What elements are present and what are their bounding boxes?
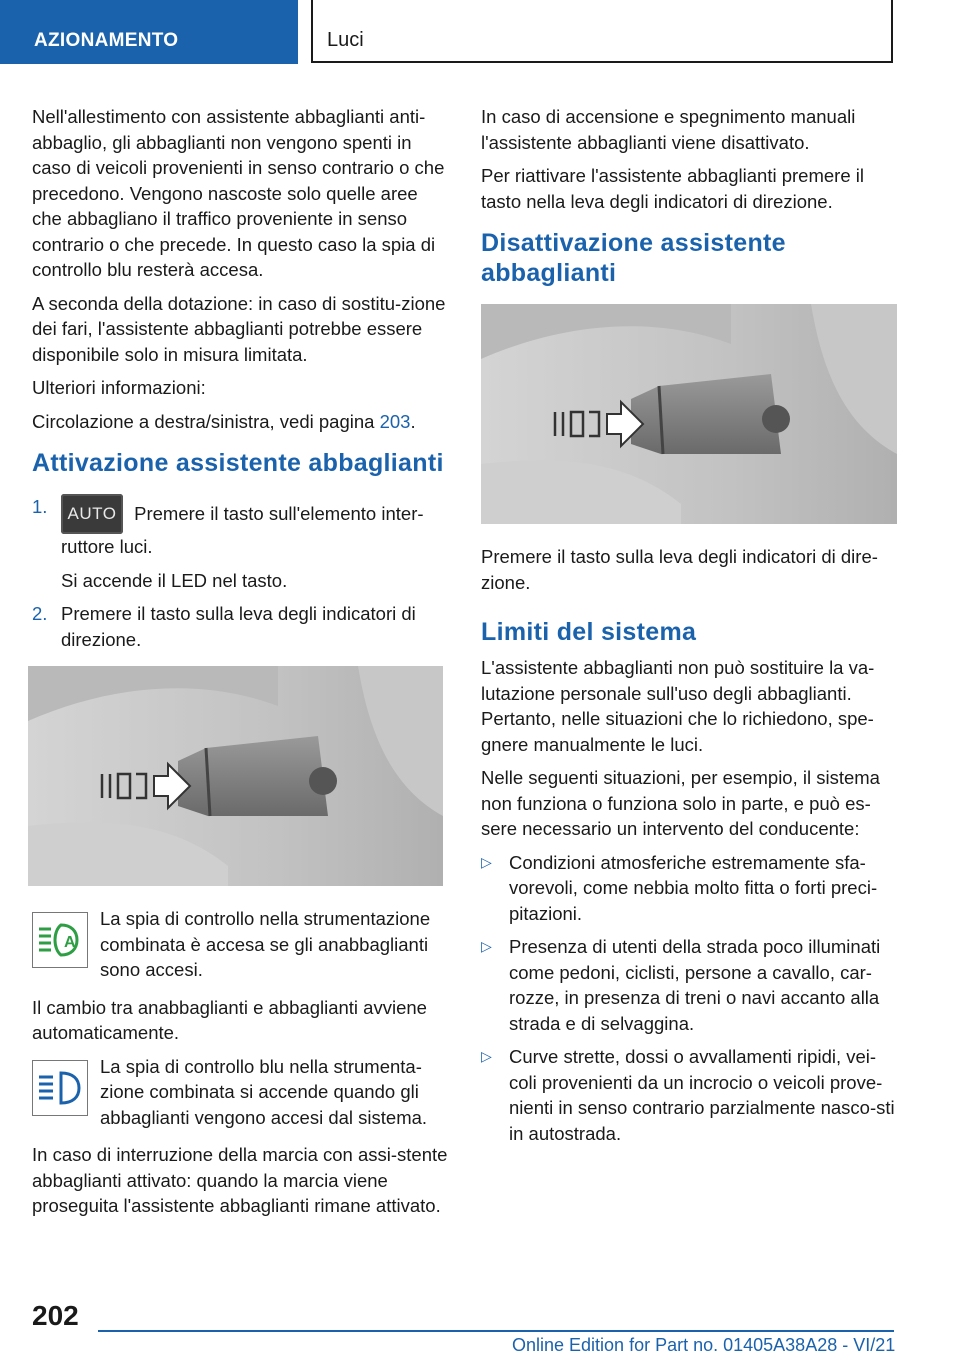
limits-paragraph: L'assistente abbaglianti non può sostituire la va-lutazione personale sull'uso degli abbaglianti. Pertanto, nelle situazioni che lo richiedono, spe-gnere manualmente le luci. <box>481 657 875 755</box>
triangle-bullet-icon: ▷ <box>481 1048 492 1064</box>
list-item <box>481 934 897 1036</box>
blue-high-beam-icon <box>32 1060 88 1116</box>
turn-signal-lever-photo <box>481 304 897 524</box>
system-limits-heading: Limiti del sistema <box>481 618 697 646</box>
deactivation-paragraph: Premere il tasto sulla leva degli indicatori di dire-zione. <box>481 546 878 593</box>
step-1 <box>32 494 450 560</box>
cross-reference-end: . <box>410 410 416 432</box>
chapter-title: Luci <box>327 29 364 51</box>
right-column <box>481 104 897 1154</box>
headlight-paragraph: A seconda della dotazione: in caso di sostitu-zione dei fari, l'assistente abbaglianti potrebbe essere disponibile solo in misura limitata. <box>32 292 446 365</box>
footer-divider <box>98 1330 894 1332</box>
reactivate-paragraph: Per riattivare l'assistente abbaglianti premere il tasto nella leva degli indicatori di direzione. <box>481 165 864 212</box>
section-title: AZIONAMENTO <box>34 30 179 51</box>
auto-switch-paragraph: Il cambio tra anabbaglianti e abbaglianti avviene automaticamente. <box>32 996 427 1043</box>
intro-paragraph: Nell'allestimento con assistente abbaglianti anti-abbaglio, gli abbaglianti non vengono spenti in caso di veicoli provenienti in senso contrario o che precedono. Vengono nascoste solo quelle aree che abbagliano il traffico proveniente in senso contrario o che precede. In questo caso la spia di controllo blu resterà accesa. <box>32 106 445 280</box>
activation-heading: Attivazione assistente abbaglianti <box>32 449 444 477</box>
page-link[interactable]: 203 <box>379 410 411 432</box>
interruption-paragraph: In caso di interruzione della marcia con assi-stente abbaglianti attivato: quando la marcia viene proseguita l'assistente abbaglianti rimane attivato. <box>32 1144 448 1216</box>
triangle-bullet-icon: ▷ <box>481 938 492 954</box>
list-item-text: Presenza di utenti della strada poco illuminati come pedoni, ciclisti, persone a cavallo, car-rozze, in presenza di treni o navi accanto alla strada e di selvaggina. <box>509 936 881 1034</box>
svg-text:A: A <box>64 934 76 951</box>
lever-illustration <box>28 666 443 886</box>
step-number: 1. <box>32 496 48 517</box>
step-text: Premere il tasto sulla leva degli indicatori di direzione. <box>61 603 416 650</box>
manual-paragraph: In caso di accensione e spegnimento manuali l'assistente abbaglianti viene disattivato. <box>481 106 856 153</box>
list-item-text: Curve strette, dossi o avvallamenti ripidi, vei-coli provenienti da un incrocio o veicoli prove-nienti in senso contrario parzialmente nasco-sti in autostrada. <box>509 1046 895 1144</box>
deactivation-heading: Disattivazione assistente abbaglianti <box>481 229 786 287</box>
indicator-text: La spia di controllo nella strumentazione combinata è accesa se gli anabbaglianti sono accesi. <box>100 908 431 980</box>
lever-illustration <box>481 304 897 524</box>
chapter-header <box>311 0 893 63</box>
more-info-label: Ulteriori informazioni: <box>32 377 206 398</box>
auto-button-label: AUTO <box>67 504 117 523</box>
situations-paragraph: Nelle seguenti situazioni, per esempio, il sistema non funziona o funziona solo in parte, e può es-sere necessario un intervento del conducente: <box>481 767 880 839</box>
cross-reference-text: Circolazione a destra/sinistra, vedi pagina <box>32 410 375 432</box>
step-number: 2. <box>32 603 48 624</box>
high-beam-indicator-note <box>32 1054 450 1131</box>
cross-reference <box>32 409 450 435</box>
triangle-bullet-icon: ▷ <box>481 853 492 870</box>
list-item <box>481 1044 897 1146</box>
indicator-text: La spia di controllo blu nella strumenta-zione combinata si accende quando gli abbaglianti vengono accesi dal sistema. <box>100 1055 428 1128</box>
step-2 <box>32 601 450 652</box>
step-1-note: Si accende il LED nel tasto. <box>61 569 288 591</box>
section-tab <box>0 0 298 64</box>
list-item-text: Condizioni atmosferiche estremamente sfa-vorevoli, come nebbia molto fitta o forti preci-pitazioni. <box>509 851 878 924</box>
left-column <box>32 104 450 1227</box>
green-high-beam-assistant-icon <box>32 912 88 968</box>
list-item <box>481 850 897 927</box>
step-text: Premere il tasto sull'elemento inter-ruttore luci. <box>61 503 424 557</box>
low-beam-indicator-note <box>32 906 450 983</box>
turn-signal-lever-photo <box>28 666 443 886</box>
page-number: 202 <box>32 1300 79 1331</box>
edition-footer: Online Edition for Part no. 01405A38A28 - VI/21 <box>512 1335 896 1355</box>
auto-button-icon <box>61 494 123 534</box>
